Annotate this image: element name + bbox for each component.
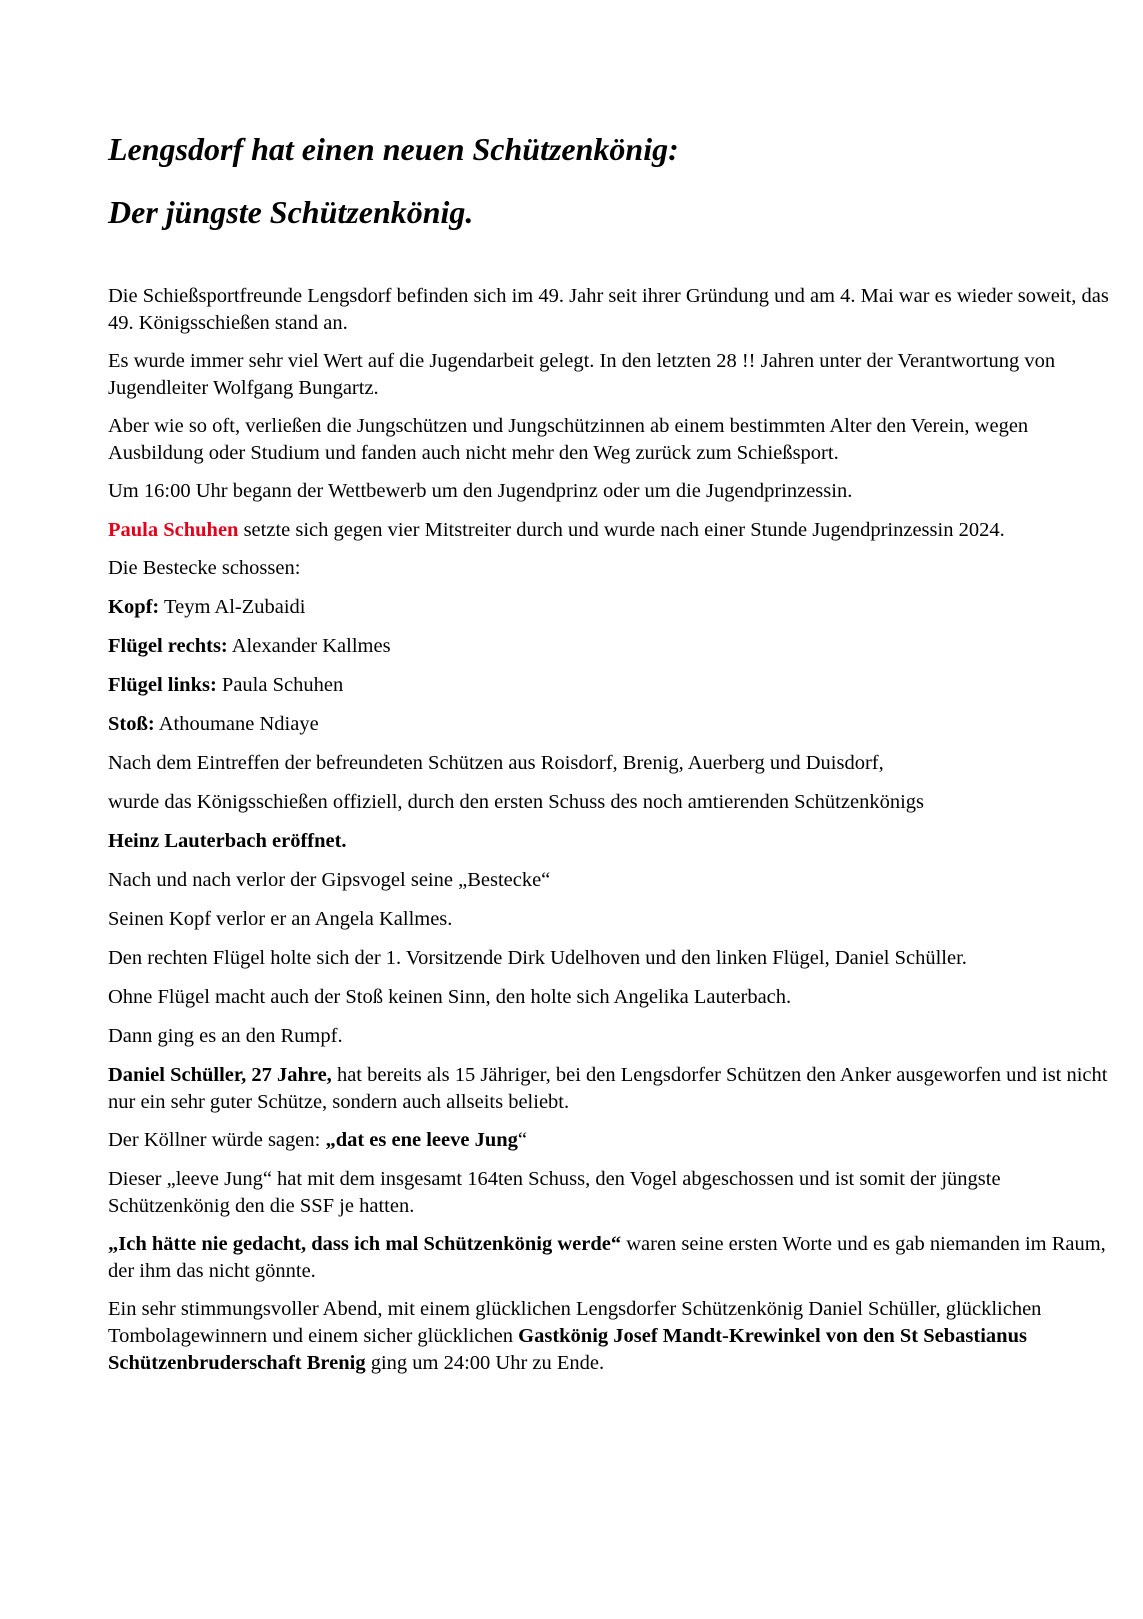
paragraph-members-leaving: Aber wie so oft, verließen die Jungschützen und Jungschützinnen ab einem bestimmten Alter den Verein, wegen Ausbildung oder Studium und fanden auch nicht mehr den Weg zurück zum Schießsport.	[108, 415, 1029, 464]
paragraph-rumpf: Dann ging es an den Rumpf.	[108, 1025, 343, 1047]
paragraph-daniel	[108, 1062, 1118, 1116]
closing-text-start: Ein sehr stimmungsvoller Abend, mit einem glücklichen Lengsdorfer Schützenkönig Daniel Schüller, glücklichen Tombolagewinnern und einem sicher glücklichen	[108, 1298, 1042, 1347]
bestecke-item-fluegel-rechts	[108, 633, 1118, 660]
bestecke-item-kopf	[108, 594, 1118, 621]
koellner-text: Der Köllner würde sagen:	[108, 1129, 326, 1151]
paragraph-founding: Die Schießsportfreunde Lengsdorf befinden sich im 49. Jahr seit ihrer Gründung und am 4. Mai war es wieder soweit, das 49. Königsschießen stand an.	[108, 285, 1109, 334]
bestecke-label: Flügel links:	[108, 674, 217, 696]
paragraph-youth-work: Es wurde immer sehr viel Wert auf die Jugendarbeit gelegt. In den letzten 28 !! Jahren unter der Verantwortung von Jugendleiter Wolfgang Bungartz.	[108, 350, 1056, 399]
paragraph-guests-arrival: Nach dem Eintreffen der befreundeten Schützen aus Roisdorf, Brenig, Auerberg und Duisdorf,	[108, 752, 884, 774]
bestecke-label: Flügel rechts:	[108, 635, 228, 657]
guest-king: Gastkönig Josef Mandt-Krewinkel von den St Sebastianus Schützenbruderschaft Brenig	[108, 1325, 1027, 1374]
bestecke-value: Paula Schuhen	[216, 674, 344, 696]
paragraph-stoss: Ohne Flügel macht auch der Stoß keinen Sinn, den holte sich Angelika Lauterbach.	[108, 986, 792, 1008]
first-words-quote: „Ich hätte nie gedacht, dass ich mal Schützenkönig werde“	[108, 1233, 622, 1255]
bestecke-label: Stoß:	[108, 713, 155, 735]
bestecke-item-fluegel-links	[108, 672, 1118, 699]
highlighted-name: Paula Schuhen	[108, 519, 239, 541]
paragraph-youth-princess	[108, 517, 1118, 544]
paragraph-winning-shot: Dieser „leeve Jung“ hat mit dem insgesamt 164ten Schuss, den Vogel abgeschossen und ist somit der jüngste Schützenkönig den die SSF je hatten.	[108, 1168, 1001, 1217]
paragraph-first-words-text: waren seine ersten Worte und es gab niemanden im Raum, der ihm das nicht gönnte.	[108, 1233, 1106, 1282]
paragraph-wings: Den rechten Flügel holte sich der 1. Vorsitzende Dirk Udelhoven und den linken Flügel, Daniel Schüller.	[108, 947, 967, 969]
paragraph-first-words	[108, 1231, 1118, 1285]
bestecke-item-stoss	[108, 711, 1118, 738]
bestecke-label: Kopf:	[108, 596, 160, 618]
daniel-name-age: Daniel Schüller, 27 Jahre,	[108, 1064, 332, 1086]
opened-by-name: Heinz Lauterbach eröffnet.	[108, 830, 347, 852]
bestecke-value: Teym Al-Zubaidi	[159, 596, 306, 618]
paragraph-opened-by	[108, 828, 1118, 855]
koellner-quote: „dat es ene leeve Jung	[325, 1129, 518, 1151]
paragraph-youth-princess-text: setzte sich gegen vier Mitstreiter durch und wurde nach einer Stunde Jugendprinzessin 2024.	[238, 519, 1005, 541]
koellner-quote-end: “	[517, 1129, 528, 1151]
paragraph-daniel-text: hat bereits als 15 Jähriger, bei den Lengsdorfer Schützen den Anker ausgeworfen und ist nicht nur ein sehr guter Schütze, sondern auch allseits beliebt.	[108, 1064, 1108, 1113]
bestecke-value: Athoumane Ndiaye	[154, 713, 319, 735]
closing-text-end: ging um 24:00 Uhr zu Ende.	[365, 1352, 605, 1374]
title-line-2: Der jüngste Schützenkönig.	[108, 194, 474, 230]
title-line-1: Lengsdorf hat einen neuen Schützenkönig:	[108, 131, 679, 167]
article-body	[108, 283, 1118, 1388]
paragraph-koellner	[108, 1127, 1118, 1154]
paragraph-competition-start: Um 16:00 Uhr begann der Wettbewerb um den Jugendprinz oder um die Jugendprinzessin.	[108, 480, 853, 502]
bestecke-value: Alexander Kallmes	[227, 635, 391, 657]
paragraph-closing	[108, 1296, 1118, 1377]
paragraph-opening-shot: wurde das Königsschießen offiziell, durch den ersten Schuss des noch amtierenden Schützenkönigs	[108, 791, 924, 813]
paragraph-bestecke-intro: Die Bestecke schossen:	[108, 557, 301, 579]
paragraph-head: Seinen Kopf verlor er an Angela Kallmes.	[108, 908, 453, 930]
paragraph-bestecke-lost: Nach und nach verlor der Gipsvogel seine „Bestecke“	[108, 869, 551, 891]
